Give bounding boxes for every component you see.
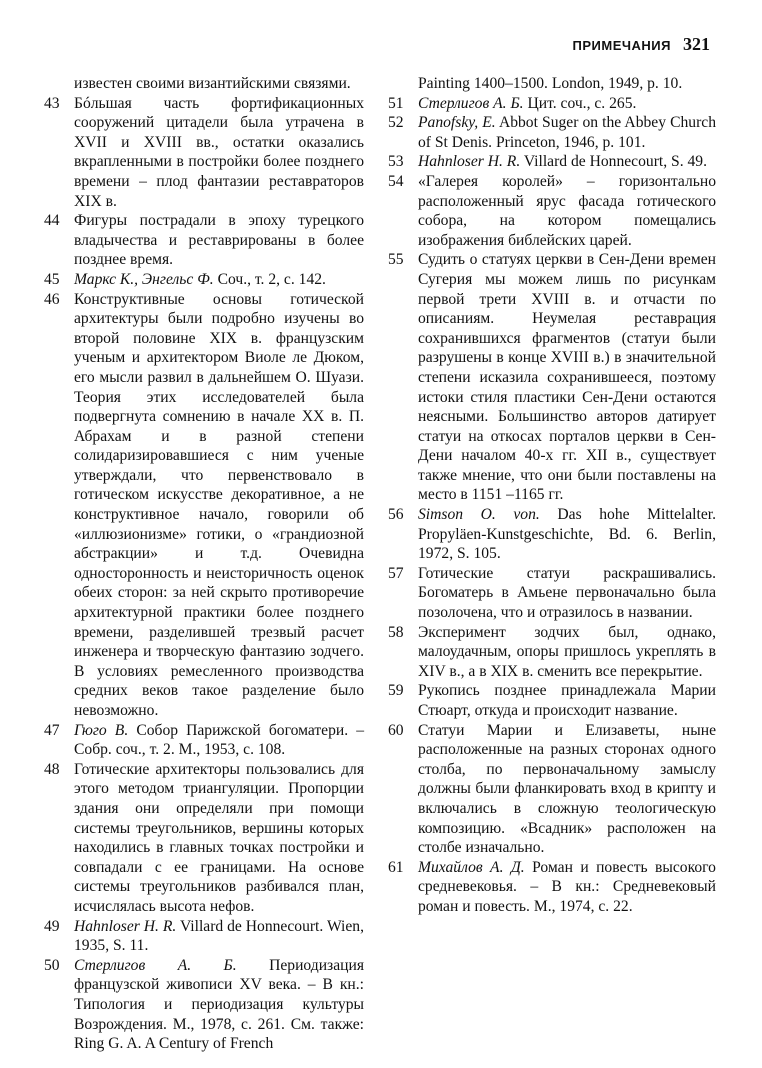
left-column bbox=[44, 74, 364, 1054]
continued-note: Painting 1400–1500. London, 1949, p. 10. bbox=[418, 75, 683, 92]
note-author: Маркс К., Энгельс Ф. bbox=[74, 270, 214, 288]
note-text: Соч., т. 2, с. 142. bbox=[217, 270, 326, 288]
note-body bbox=[74, 917, 364, 956]
note-number: 52 bbox=[388, 114, 404, 132]
note-text: Судить о статуях церкви в Сен-Дени времен Сугерия мы можем лишь по рисункам первой трети XVIII в. и отчасти по описаниям. Неумелая реставрация сохранившихся фрагментов (статуи были разрушены в конце XVIII в.) в значительной степени исказила сохранившееся, поэтому истоки стиля пластики Сен-Дени остаются неясными. Большинство авторов датирует статуи на откосах порталов церкви в Сен-Дени началом 40-х гг. XII в., существует также мнение, что они были поставлены на место в 1151 –1165 гг. bbox=[418, 251, 716, 504]
continued-note: известен своими византийскими связями. bbox=[74, 75, 351, 92]
note-45 bbox=[44, 270, 364, 290]
right-column bbox=[388, 74, 716, 917]
note-number: 54 bbox=[388, 172, 404, 190]
page-header bbox=[573, 34, 710, 55]
note-46 bbox=[44, 290, 364, 721]
note-57 bbox=[388, 564, 716, 623]
note-body bbox=[74, 721, 364, 760]
note-body bbox=[418, 505, 716, 564]
note-43 bbox=[44, 94, 364, 212]
note-61 bbox=[388, 858, 716, 917]
note-author: Panofsky, E. bbox=[418, 114, 496, 132]
note-author: Стерлигов А. Б. bbox=[74, 956, 237, 974]
note-44 bbox=[44, 211, 364, 270]
note-text: Das hohe Mittelalter. Propyläen-Kunstgeschichte, Bd. 6. Berlin, 1972, S. 105. bbox=[418, 506, 716, 563]
note-number: 58 bbox=[388, 623, 404, 641]
note-body bbox=[418, 94, 716, 114]
note-text: Готические архитекторы пользовались для этого методом триангуляции. Пропорции здания они определяли при помощи системы треугольников, вершины которых находились в главных точках постройки и совпадали с ее границами. На основе системы треугольников разбивался план, исчислялась высота нефов. bbox=[74, 760, 364, 915]
note-text: «Галерея королей» – горизонтально расположенный ярус фасада готического собора, на котором помещались изображения библейских царей. bbox=[418, 172, 716, 249]
note-text: Собор Парижской богоматери. – Собр. соч., т. 2. М., 1953, с. 108. bbox=[74, 721, 364, 759]
note-author: Гюго В. bbox=[74, 721, 129, 739]
note-number: 49 bbox=[44, 917, 60, 935]
note-60 bbox=[388, 721, 716, 858]
note-text: Роман и повесть высокого средневековья. – В кн.: Средневековый роман и повесть. М., 1974, с. 22. bbox=[418, 858, 716, 915]
note-text: Цит. соч., с. 265. bbox=[527, 94, 637, 112]
note-number: 50 bbox=[44, 956, 60, 974]
note-47 bbox=[44, 721, 364, 760]
note-number: 53 bbox=[388, 153, 404, 171]
note-54 bbox=[388, 172, 716, 250]
note-number: 48 bbox=[44, 760, 60, 778]
note-text: Эксперимент зодчих был, однако, малоудачным, опоры пришлось укреплять в XIV в., а в XIX в. сменить все перекрытие. bbox=[418, 623, 716, 680]
note-body bbox=[418, 858, 716, 917]
note-number: 46 bbox=[44, 290, 60, 308]
note-58 bbox=[388, 623, 716, 682]
note-number: 61 bbox=[388, 858, 404, 876]
note-number: 47 bbox=[44, 721, 60, 739]
note-53 bbox=[388, 152, 716, 172]
note-text: Статуи Марии и Елизаветы, ныне расположенные на разных сторонах одного столба, по первоначальному замыслу должны были фланкировать вход в крипту и включались в сложную теологическую композицию. «Всадник» расположен на столбе изначально. bbox=[418, 721, 716, 857]
note-author: Стерлигов А. Б. bbox=[418, 94, 524, 112]
note-number: 44 bbox=[44, 212, 60, 230]
note-52 bbox=[388, 113, 716, 152]
note-text: Готические статуи раскрашивались. Богоматерь в Амьене первоначально была позолочена, что и отразилось в названии. bbox=[418, 564, 716, 622]
note-48 bbox=[44, 760, 364, 917]
note-number: 57 bbox=[388, 564, 404, 582]
note-number: 59 bbox=[388, 682, 404, 700]
note-text: Villard de Honnecourt, S. 49. bbox=[523, 153, 707, 171]
note-49 bbox=[44, 917, 364, 956]
note-text: Villard de Honnecourt. Wien, 1935, S. 11. bbox=[74, 917, 364, 955]
note-author: Hahnloser H. R. bbox=[418, 153, 521, 171]
note-text: Периодизация французской живописи XV века. – В кн.: Типология и периодизация культуры Возрождения. М., 1978, с. 261. См. также: Ring G. A. A Century of French bbox=[74, 956, 364, 1053]
note-body bbox=[418, 113, 716, 152]
note-text: Фигуры пострадали в эпоху турецкого владычества и реставрированы в более позднее время. bbox=[74, 212, 364, 269]
note-author: Hahnloser H. R. bbox=[74, 917, 177, 935]
note-body bbox=[74, 270, 364, 290]
note-51 bbox=[388, 94, 716, 114]
page-number: 321 bbox=[683, 34, 710, 54]
note-number: 43 bbox=[44, 94, 60, 112]
note-number: 56 bbox=[388, 506, 404, 524]
note-50 bbox=[44, 956, 364, 1054]
note-number: 60 bbox=[388, 721, 404, 739]
note-text: Конструктивные основы готической архитектуры были подробно изучены во второй половине XIX в. французским ученым и архитектором Виоле ле Дюком, его мысли развил в дальнейшем О. Шуази. Теория этих исследователей была подвергнута сомнению в начале XX в. П. Абрахам и в разной степени солидаризировавшиеся с ним ученые утверждали, что первенствовало в готическом искусстве декоративное, а не конструктивное начало, говорили об «иллюзионизме» готики, о «грандиозной абстракции» и т.д. Очевидна односторонность и неисторичность оценок обеих сторон: за ней скрыто противоречие архитектурной практики более позднего времени, разделившей трезвый расчет инженера и творческую фантазию зодчего. В условиях ремесленного производства средних веков такое разделение было невозможно. bbox=[74, 290, 364, 719]
note-number: 55 bbox=[388, 251, 404, 269]
running-head: ПРИМЕЧАНИЯ bbox=[572, 38, 671, 53]
note-number: 51 bbox=[388, 94, 404, 112]
note-55 bbox=[388, 250, 716, 505]
note-number: 45 bbox=[44, 270, 60, 288]
note-56 bbox=[388, 505, 716, 564]
note-body bbox=[74, 956, 364, 1054]
note-text: Abbot Suger on the Abbey Church of St Denis. Princeton, 1946, p. 101. bbox=[418, 114, 716, 151]
note-body bbox=[418, 152, 716, 172]
note-text: Бóльшая часть фортификационных сооружений цитадели была утрачена в XVII и XVIII вв., остатки оказались вкрапленными в постройки более позднего времени – плод фантазии реставраторов XIX в. bbox=[74, 94, 364, 210]
note-author: Simson O. von. bbox=[418, 506, 540, 524]
note-59 bbox=[388, 681, 716, 720]
note-author: Михайлов А. Д. bbox=[418, 858, 525, 876]
note-text: Рукопись позднее принадлежала Марии Стюарт, откуда и происходит название. bbox=[418, 682, 716, 719]
